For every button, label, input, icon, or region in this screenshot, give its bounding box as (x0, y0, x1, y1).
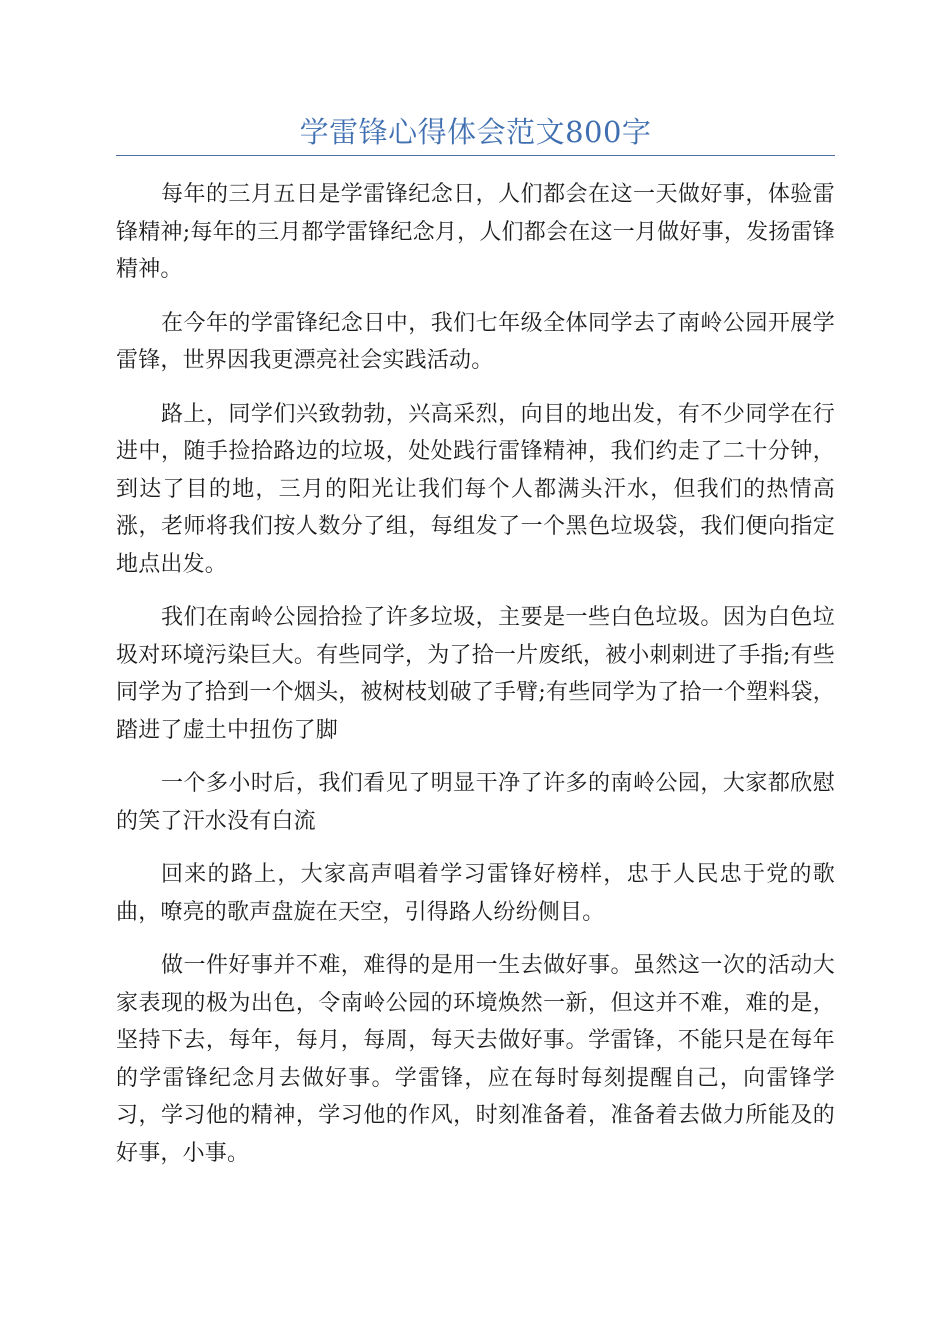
title-block (116, 112, 835, 156)
paragraph-6: 回来的路上，大家高声唱着学习雷锋好榜样，忠于人民忠于党的歌曲，嘹亮的歌声盘旋在天空，引得路人纷纷侧目。 (116, 862, 835, 925)
paragraph-5: 一个多小时后，我们看见了明显干净了许多的南岭公园，大家都欣慰的笑了汗水没有白流 (116, 771, 835, 834)
paragraph-1: 每年的三月五日是学雷锋纪念日，人们都会在这一天做好事，体验雷锋精神;每年的三月都学雷锋纪念月，人们都会在这一月做好事，发扬雷锋精神。 (116, 182, 835, 282)
paragraph-2: 在今年的学雷锋纪念日中，我们七年级全体同学去了南岭公园开展学雷锋，世界因我更漂亮社会实践活动。 (116, 310, 835, 373)
paragraph-7: 做一件好事并不难，难得的是用一生去做好事。虽然这一次的活动大家表现的极为出色，令南岭公园的环境焕然一新，但这并不难，难的是，坚持下去，每年，每月，每周，每天去做好事。学雷锋，不能只是在每年的学雷锋纪念月去做好事。学雷锋，应在每时每刻提醒自己，向雷锋学习，学习他的精神，学习他的作风，时刻准备着，准备着去做力所能及的好事，小事。 (116, 953, 835, 1166)
paragraph-4: 我们在南岭公园拾捡了许多垃圾，主要是一些白色垃圾。因为白色垃圾对环境污染巨大。有些同学，为了拾一片废纸，被小刺刺进了手指;有些同学为了拾到一个烟头，被树枝划破了手臂;有些同学为了拾一个塑料袋，踏进了虚土中扭伤了脚 (116, 605, 835, 743)
document-title: 学雷锋心得体会范文800字 (299, 115, 652, 149)
paragraph-3: 路上，同学们兴致勃勃，兴高采烈，向目的地出发，有不少同学在行进中，随手捡拾路边的垃圾，处处践行雷锋精神，我们约走了二十分钟，到达了目的地，三月的阳光让我们每个人都满头汗水，但我们的热情高涨，老师将我们按人数分了组，每组发了一个黑色垃圾袋，我们便向指定地点出发。 (116, 401, 835, 577)
document-body (116, 176, 835, 1188)
